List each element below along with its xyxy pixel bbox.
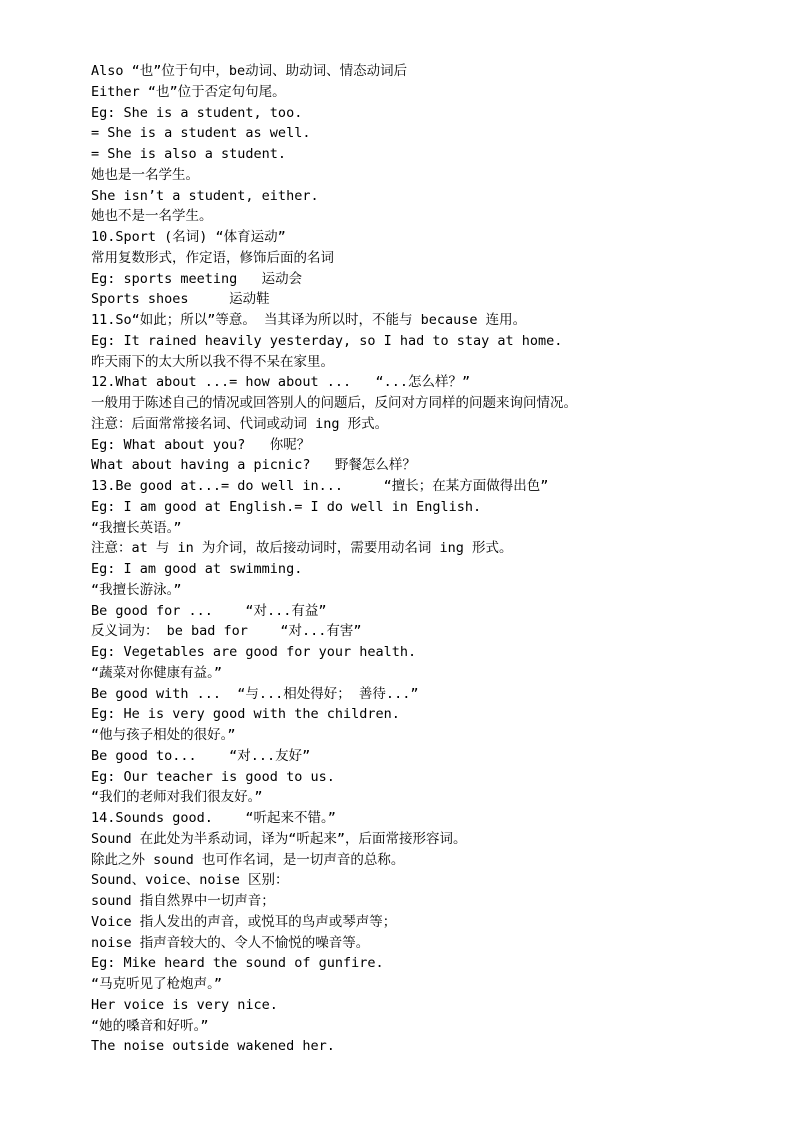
text-line: 常用复数形式，作定语，修饰后面的名词 — [91, 249, 334, 266]
text-line: Eg: sports meeting 运动会 — [91, 270, 303, 287]
text-line: “我擅长英语。” — [91, 519, 182, 536]
text-line: Eg: He is very good with the children. — [91, 706, 400, 723]
text-line: 除此之外 sound 也可作名词，是一切声音的总称。 — [91, 851, 405, 868]
text-line: Voice 指人发出的声音，或悦耳的鸟声或琴声等； — [91, 913, 397, 930]
text-line: 注意：后面常常接名词、代词或动词 ing 形式。 — [91, 415, 389, 432]
text-line: Either “也”位于否定句句尾。 — [91, 83, 286, 100]
text-line: 她也不是一名学生。 — [91, 208, 213, 225]
text-line: Eg: It rained heavily yesterday, so I had to stay at home. — [91, 332, 563, 349]
text-line: “我擅长游泳。” — [91, 581, 182, 598]
text-line: Be good for ... “对...有益” — [91, 602, 327, 619]
text-line: “她的嗓音和好听。” — [91, 1017, 209, 1034]
text-line: 昨天雨下的太大所以我不得不呆在家里。 — [91, 353, 334, 370]
text-line: Be good to... “对...友好” — [91, 747, 311, 764]
text-line: noise 指声音较大的、令人不愉悦的噪音等。 — [91, 934, 370, 951]
text-line: Eg: Our teacher is good to us. — [91, 768, 335, 785]
text-line: Eg: She is a student, too. — [91, 104, 303, 121]
section-heading: 11.So“如此；所以”等意。 当其译为所以时，不能与 because 连用。 — [91, 312, 527, 328]
text-line: “马克听见了枪炮声。” — [91, 976, 223, 992]
text-line: Sports shoes 运动鞋 — [91, 291, 270, 308]
text-line: 她也是一名学生。 — [91, 166, 199, 183]
text-line: She isn’t a student, either. — [91, 187, 319, 204]
text-line: Sound 在此处为半系动词，译为“听起来”，后面常接形容词。 — [91, 830, 467, 847]
text-line: The noise outside wakened her. — [91, 1038, 335, 1055]
text-line: Eg: What about you? 你呢？ — [91, 436, 311, 453]
text-line: = She is also a student. — [91, 146, 287, 162]
section-heading: 10.Sport (名词) “体育运动” — [91, 229, 286, 245]
text-line: “他与孩子相处的很好。” — [91, 727, 236, 743]
text-line: What about having a picnic? 野餐怎么样？ — [91, 457, 416, 474]
text-line: 反义词为： be bad for “对...有害” — [91, 623, 362, 640]
text-line: Sound、voice、noise 区别： — [91, 872, 289, 889]
text-line: sound 指自然界中一切声音； — [91, 893, 275, 909]
text-line: Eg: I am good at swimming. — [91, 561, 303, 577]
section-heading: 12.What about ...= how about ... “...怎么样？” — [91, 374, 471, 391]
section-heading: 13.Be good at...= do well in... “擅长；在某方面做得出色” — [91, 478, 549, 494]
text-line: Eg: Vegetables are good for your health. — [91, 644, 417, 660]
text-line: “我们的老师对我们很友好。” — [91, 789, 263, 806]
document-page — [91, 61, 731, 1057]
text-line: 注意：at 与 in 为介词，故后接动词时，需要用动名词 ing 形式。 — [91, 540, 513, 557]
text-line: Be good with ... “与...相处得好； 善待...” — [91, 685, 419, 702]
text-line: 一般用于陈述自己的情况或回答别人的问题后，反问对方同样的问题来询问情况。 — [91, 395, 577, 411]
section-heading: 14.Sounds good. “听起来不错。” — [91, 810, 336, 826]
text-line: = She is a student as well. — [91, 125, 311, 142]
text-line: Eg: Mike heard the sound of gunfire. — [91, 955, 384, 972]
text-line: Eg: I am good at English.= I do well in English. — [91, 498, 482, 515]
text-line: Her voice is very nice. — [91, 996, 278, 1013]
text-line: “蔬菜对你健康有益。” — [91, 664, 223, 681]
text-line: Also “也”位于句中，be动词、助动词、情态动词后 — [91, 63, 408, 79]
